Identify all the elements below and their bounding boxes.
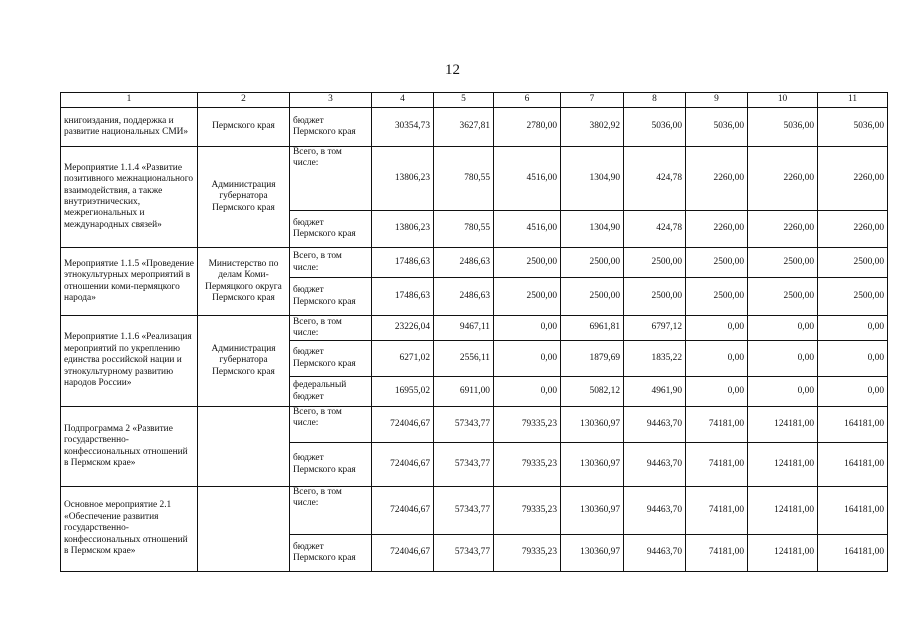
header-row	[61, 93, 888, 108]
table-row	[61, 147, 888, 211]
value-cell: 2500,00	[818, 278, 888, 316]
funding-source: Всего, в том числе:	[290, 407, 372, 443]
value-cell: 5036,00	[748, 108, 818, 147]
value-cell: 30354,73	[372, 108, 434, 147]
value-cell: 94463,70	[624, 407, 686, 443]
value-cell: 6271,02	[372, 341, 434, 377]
value-cell: 6911,00	[434, 377, 494, 407]
value-cell: 23226,04	[372, 316, 434, 341]
value-cell: 1879,69	[561, 341, 624, 377]
value-cell: 6961,81	[561, 316, 624, 341]
value-cell: 74181,00	[686, 487, 748, 535]
value-cell: 130360,97	[561, 535, 624, 572]
executor: Администрация губернатора Пермского края	[198, 147, 290, 248]
funding-source: федеральный бюджет	[290, 377, 372, 407]
table-row	[61, 248, 888, 278]
column-header: 8	[624, 93, 686, 108]
value-cell: 0,00	[494, 316, 561, 341]
column-header: 11	[818, 93, 888, 108]
executor: Пермского края	[198, 108, 290, 147]
value-cell: 5082,12	[561, 377, 624, 407]
activity-name: Мероприятие 1.1.4 «Развитие позитивного межнационального взаимодействия, а также внутриэтнических, межрегиональных и международных связей»	[61, 147, 198, 248]
value-cell: 2500,00	[686, 248, 748, 278]
value-cell: 13806,23	[372, 147, 434, 211]
column-header: 1	[61, 93, 198, 108]
value-cell: 79335,23	[494, 407, 561, 443]
value-cell: 0,00	[686, 341, 748, 377]
value-cell: 4516,00	[494, 147, 561, 211]
value-cell: 1304,90	[561, 211, 624, 248]
value-cell: 6797,12	[624, 316, 686, 341]
table-row	[61, 316, 888, 341]
value-cell: 2486,63	[434, 248, 494, 278]
value-cell: 57343,77	[434, 443, 494, 487]
value-cell: 79335,23	[494, 535, 561, 572]
value-cell: 2260,00	[686, 147, 748, 211]
value-cell: 57343,77	[434, 487, 494, 535]
value-cell: 16955,02	[372, 377, 434, 407]
value-cell: 17486,63	[372, 278, 434, 316]
value-cell: 4516,00	[494, 211, 561, 248]
table-row	[61, 487, 888, 535]
value-cell: 5036,00	[818, 108, 888, 147]
column-header: 3	[290, 93, 372, 108]
column-header: 2	[198, 93, 290, 108]
column-header: 4	[372, 93, 434, 108]
value-cell: 424,78	[624, 211, 686, 248]
value-cell: 2500,00	[624, 248, 686, 278]
executor: Администрация губернатора Пермского края	[198, 316, 290, 407]
value-cell: 0,00	[748, 341, 818, 377]
value-cell: 124181,00	[748, 535, 818, 572]
value-cell: 130360,97	[561, 443, 624, 487]
value-cell: 2486,63	[434, 278, 494, 316]
value-cell: 164181,00	[818, 407, 888, 443]
funding-source: бюджет Пермского края	[290, 211, 372, 248]
activity-name: Основное мероприятие 2.1 «Обеспечение развития государственно-конфессиональных отношений в Пермском крае»	[61, 487, 198, 572]
value-cell: 2260,00	[818, 147, 888, 211]
value-cell: 5036,00	[686, 108, 748, 147]
value-cell: 2500,00	[494, 278, 561, 316]
value-cell: 5036,00	[624, 108, 686, 147]
value-cell: 2500,00	[494, 248, 561, 278]
column-header: 9	[686, 93, 748, 108]
value-cell: 4961,90	[624, 377, 686, 407]
value-cell: 2260,00	[748, 211, 818, 248]
value-cell: 0,00	[818, 377, 888, 407]
value-cell: 2500,00	[561, 248, 624, 278]
funding-source: Всего, в том числе:	[290, 487, 372, 535]
column-header: 10	[748, 93, 818, 108]
value-cell: 780,55	[434, 147, 494, 211]
executor	[198, 407, 290, 487]
value-cell: 74181,00	[686, 443, 748, 487]
funding-source: бюджет Пермского края	[290, 443, 372, 487]
table-row	[61, 407, 888, 443]
value-cell: 2260,00	[748, 147, 818, 211]
value-cell: 2556,11	[434, 341, 494, 377]
page-number: 12	[445, 62, 460, 78]
value-cell: 0,00	[818, 341, 888, 377]
value-cell: 124181,00	[748, 407, 818, 443]
value-cell: 0,00	[748, 316, 818, 341]
value-cell: 780,55	[434, 211, 494, 248]
value-cell: 0,00	[686, 316, 748, 341]
executor: Министерство по делам Коми-Пермяцкого округа Пермского края	[198, 248, 290, 316]
value-cell: 57343,77	[434, 535, 494, 572]
value-cell: 9467,11	[434, 316, 494, 341]
value-cell: 17486,63	[372, 248, 434, 278]
value-cell: 130360,97	[561, 407, 624, 443]
activity-name: Подпрограмма 2 «Развитие государственно-конфессиональных отношений в Пермском крае»	[61, 407, 198, 487]
funding-source: бюджет Пермского края	[290, 278, 372, 316]
value-cell: 2500,00	[748, 278, 818, 316]
budget-table	[60, 92, 888, 572]
funding-source: бюджет Пермского края	[290, 535, 372, 572]
funding-source: бюджет Пермского края	[290, 341, 372, 377]
value-cell: 94463,70	[624, 487, 686, 535]
value-cell: 724046,67	[372, 487, 434, 535]
value-cell: 3802,92	[561, 108, 624, 147]
value-cell: 124181,00	[748, 443, 818, 487]
funding-source: Всего, в том числе:	[290, 248, 372, 278]
value-cell: 124181,00	[748, 487, 818, 535]
value-cell: 2500,00	[686, 278, 748, 316]
funding-source: Всего, в том числе:	[290, 147, 372, 211]
value-cell: 130360,97	[561, 487, 624, 535]
value-cell: 724046,67	[372, 535, 434, 572]
value-cell: 2780,00	[494, 108, 561, 147]
value-cell: 74181,00	[686, 535, 748, 572]
value-cell: 57343,77	[434, 407, 494, 443]
value-cell: 2500,00	[624, 278, 686, 316]
value-cell: 79335,23	[494, 487, 561, 535]
value-cell: 0,00	[686, 377, 748, 407]
value-cell: 1304,90	[561, 147, 624, 211]
value-cell: 1835,22	[624, 341, 686, 377]
funding-source: Всего, в том числе:	[290, 316, 372, 341]
value-cell: 94463,70	[624, 443, 686, 487]
value-cell: 0,00	[748, 377, 818, 407]
funding-source: бюджет Пермского края	[290, 108, 372, 147]
value-cell: 13806,23	[372, 211, 434, 248]
value-cell: 74181,00	[686, 407, 748, 443]
activity-name: книгоиздания, поддержка и развитие национальных СМИ»	[61, 108, 198, 147]
value-cell: 424,78	[624, 147, 686, 211]
activity-name: Мероприятие 1.1.5 «Проведение этнокультурных мероприятий в отношении коми-пермяцкого народа»	[61, 248, 198, 316]
value-cell: 79335,23	[494, 443, 561, 487]
column-header: 5	[434, 93, 494, 108]
value-cell: 2500,00	[748, 248, 818, 278]
value-cell: 164181,00	[818, 443, 888, 487]
value-cell: 2260,00	[686, 211, 748, 248]
activity-name: Мероприятие 1.1.6 «Реализация мероприятий по укреплению единства российской нации и этнокультурному развитию народов России»	[61, 316, 198, 407]
executor	[198, 487, 290, 572]
value-cell: 2500,00	[818, 248, 888, 278]
value-cell: 164181,00	[818, 535, 888, 572]
value-cell: 0,00	[494, 341, 561, 377]
value-cell: 724046,67	[372, 407, 434, 443]
column-header: 6	[494, 93, 561, 108]
value-cell: 94463,70	[624, 535, 686, 572]
value-cell: 0,00	[818, 316, 888, 341]
table-row	[61, 108, 888, 147]
value-cell: 0,00	[494, 377, 561, 407]
value-cell: 164181,00	[818, 487, 888, 535]
value-cell: 2260,00	[818, 211, 888, 248]
value-cell: 2500,00	[561, 278, 624, 316]
column-header: 7	[561, 93, 624, 108]
value-cell: 3627,81	[434, 108, 494, 147]
value-cell: 724046,67	[372, 443, 434, 487]
